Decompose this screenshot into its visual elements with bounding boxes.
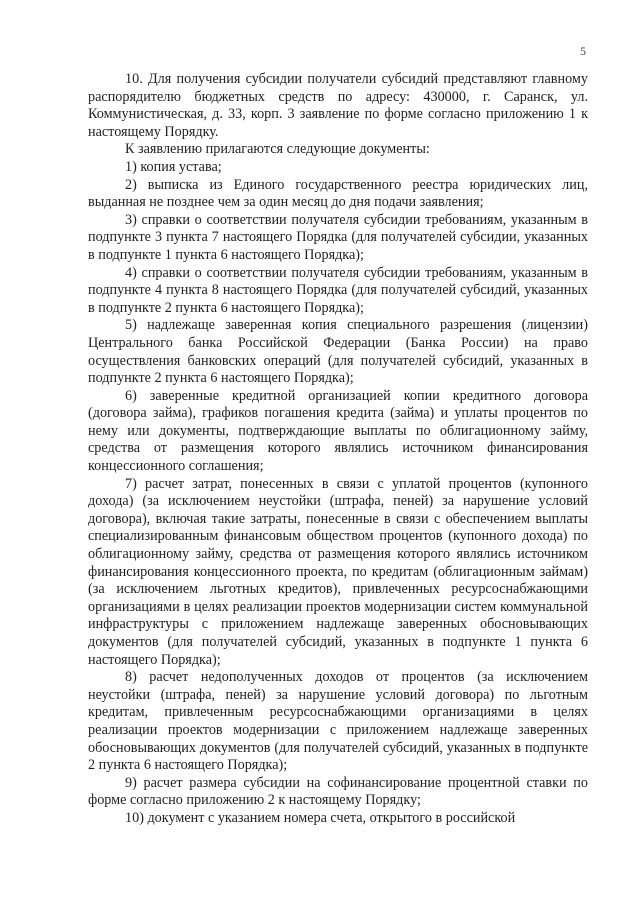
list-item-10: 10) документ с указанием номера счета, открытого в российской <box>125 809 516 826</box>
list-item-2: 2) выписка из Единого государственного реестра юридических лиц, выданная не позднее чем за один месяц до дня подачи заявления; <box>88 176 588 211</box>
list-item-4: 4) справки о соответствии получателя субсидии требованиям, указанным в подпункте 4 пункта 8 настоящего Порядка (для получателей субсидий, указанных в подпункте 2 пункта 6 настоящего Порядка); <box>88 264 588 316</box>
document-body <box>88 71 588 828</box>
list-item-6: 6) заверенные кредитной организацией копии кредитного договора (договора займа), графиков погашения кредита (займа) и уплаты процентов по нему или документы, подтверждающие выплаты по облигационному займу, средства от размещения которого являлись источником финансирования концессионного соглашения; <box>88 387 588 475</box>
list-item-5: 5) надлежаще заверенная копия специального разрешения (лицензии) Центрального банка Российской Федерации (Банка России) на право осуществления банковских операций (для получателей субсидий, указанных в подпункте 2 пункта 6 настоящего Порядка); <box>88 317 588 387</box>
page-number: 5 <box>580 44 586 58</box>
list-item-1: 1) копия устава; <box>125 158 222 175</box>
attachments-intro: К заявлению прилагаются следующие документы: <box>125 141 430 158</box>
list-item-7: 7) расчет затрат, понесенных в связи с уплатой процентов (купонного дохода) (за исключением неустойки (штрафа, пеней) за нарушение условий договора), включая такие затраты, понесенные в связи с обеспечением выплаты специализированным финансовым обществом процентов (купонного дохода) по облигационному займу, средства от размещения которого являлись источником финансирования концессионного проекта, по кредитам (облигационным займам) (за исключением льготных кредитов), привлеченных ресурсоснабжающими организациями в целях реализации проектов модернизации систем коммунальной инфраструктуры с приложением надлежаще заверенных обосновывающих документов (для получателей субсидий, указанных в подпункте 1 пункта 6 настоящего Порядка); <box>88 475 588 668</box>
list-item-9: 9) расчет размера субсидии на софинансирование процентной ставки по форме согласно приложению 2 к настоящему Порядку; <box>88 774 588 809</box>
paragraph-item-10: 10. Для получения субсидии получатели субсидий представляют главному распорядителю бюджетных средств по адресу: 430000, г. Саранск, ул. Коммунистическая, д. 33, корп. 3 заявление по форме согласно приложению 1 к настоящему Порядку. <box>88 71 588 140</box>
list-item-3: 3) справки о соответствии получателя субсидии требованиям, указанным в подпункте 3 пункта 7 настоящего Порядка (для получателей субсидии, указанных в подпункте 1 пункта 6 настоящего Порядка); <box>88 211 588 263</box>
list-item-8: 8) расчет недополученных доходов от процентов (за исключением неустойки (штрафа, пеней) за нарушение условий договора) по льготным кредитам, привлеченным ресурсоснабжающими организациями в целях реализации проектов модернизации с приложением надлежаще заверенных обосновывающих документов (для получателей субсидий, указанных в подпункте 2 пункта 6 настоящего Порядка); <box>88 669 588 774</box>
